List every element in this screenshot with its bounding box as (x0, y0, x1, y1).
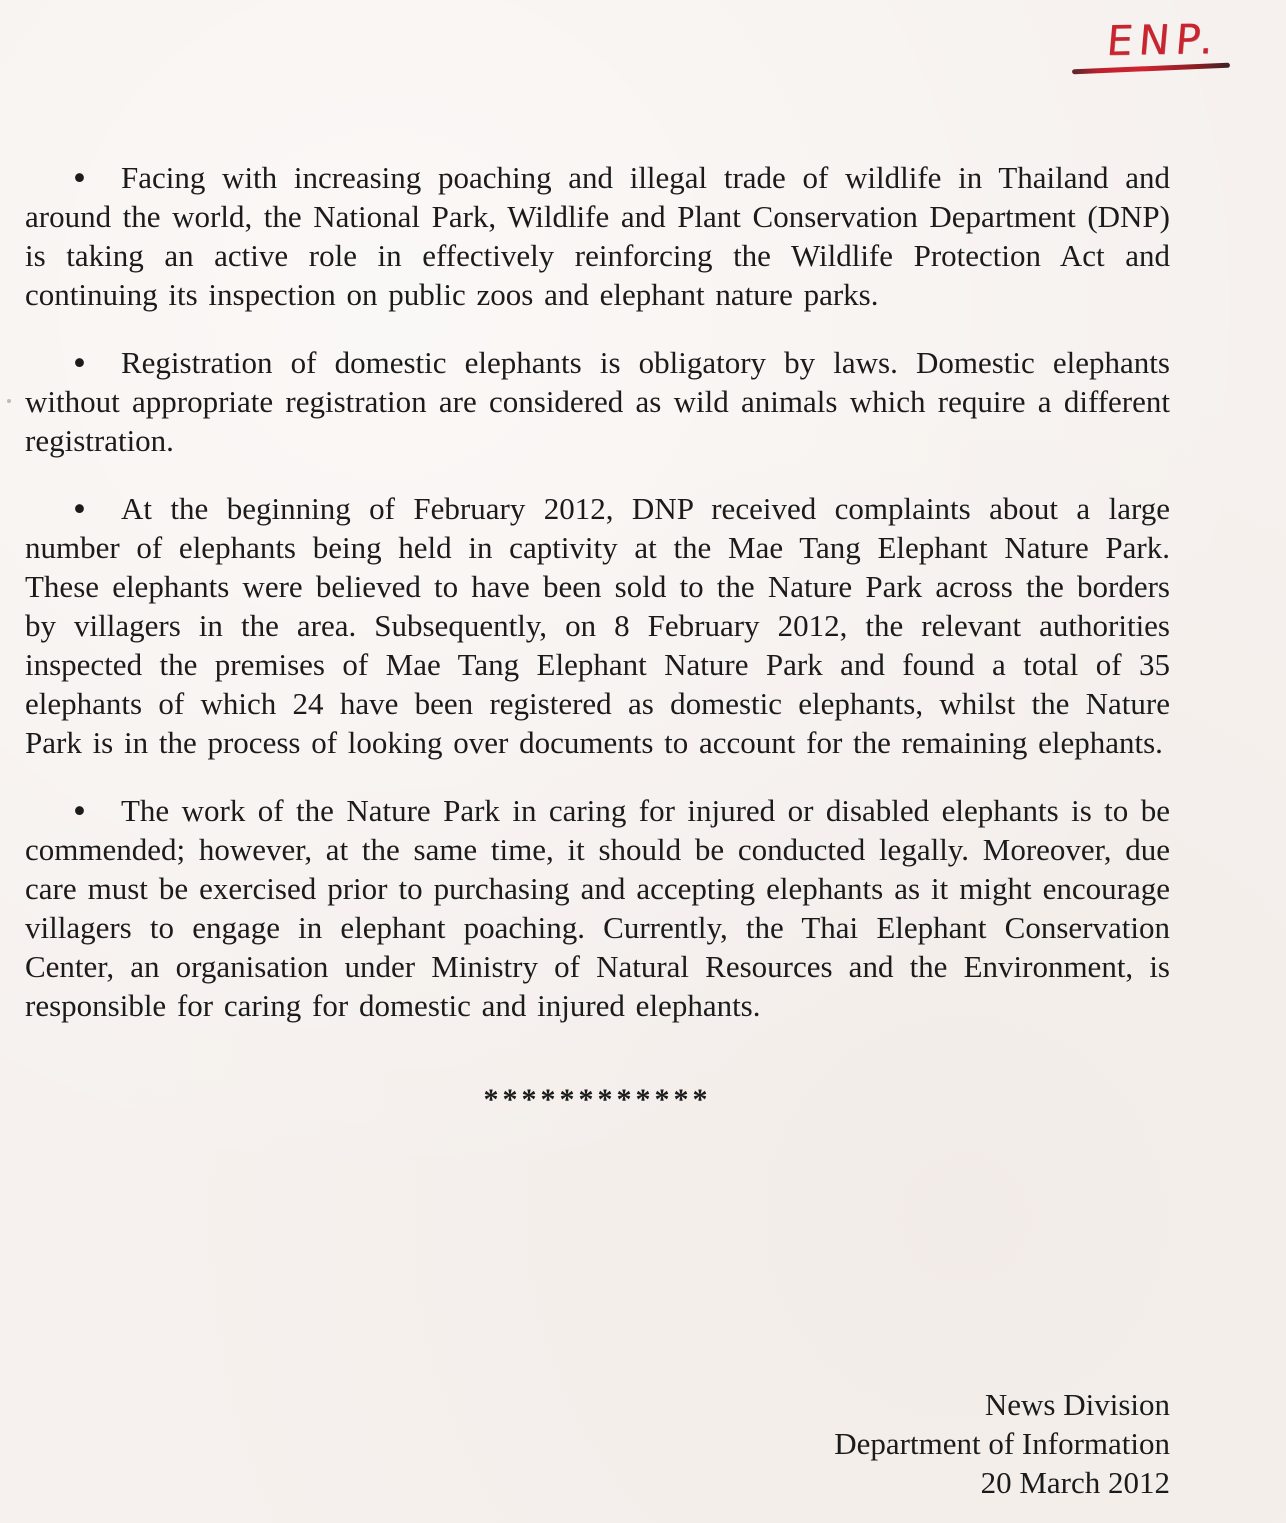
footer-line-date: 20 March 2012 (980, 1465, 1170, 1500)
paragraph-1-text: Facing with increasing poaching and illegal trade of wildlife in Thailand and around the world, the National Park, Wildlife and Plant Conservation Department (DNP) is taking an active role in effectively reinforcing the Wildlife Protection Act and continuing its inspection on public zoos and elephant nature parks. (25, 160, 1170, 312)
paragraph-2-text: Registration of domestic elephants is obligatory by laws. Domestic elephants without appropriate registration are considered as wild animals which require a different registration. (25, 345, 1170, 458)
paragraph-3-text: At the beginning of February 2012, DNP received complaints about a large number of elephants being held in captivity at the Mae Tang Elephant Nature Park. These elephants were believed to have been sold to the Nature Park across the borders by villagers in the area. Subsequently, on 8 February 2012, the relevant authorities inspected the premises of Mae Tang Elephant Nature Park and found a total of 35 elephants of which 24 have been registered as domestic elephants, whilst the Nature Park is in the process of looking over documents to account for the remaining elephants. (25, 491, 1170, 760)
document-body (25, 158, 1170, 1117)
footer-line-department: Department of Information (834, 1426, 1170, 1461)
footer-line-division: News Division (984, 1387, 1170, 1422)
annotation-underline (1072, 63, 1230, 75)
bullet-paragraph-4: • The work of the Nature Park in caring for injured or disabled elephants is to be commended; however, at the same time, it should be conducted legally. Moreover, due care must be exercised prior to purchasing and accepting elephants as it might encourage villagers to engage in elephant poaching. Currently, the Thai Elephant Conservation Center, an organisation under Ministry of Natural Resources and the Environment, is responsible for caring for domestic and injured elephants. (25, 791, 1170, 1023)
bullet-paragraph-3: • At the beginning of February 2012, DNP received complaints about a large number of elephants being held in captivity at the Mae Tang Elephant Nature Park. These elephants were believed to have been sold to the Nature Park across the borders by villagers in the area. Subsequently, on 8 February 2012, the relevant authorities inspected the premises of Mae Tang Elephant Nature Park and found a total of 35 elephants of which 24 have been registered as domestic elephants, whilst the Nature Park is in the process of looking over documents to account for the remaining elephants. (25, 489, 1170, 760)
bullet-paragraph-1: • Facing with increasing poaching and illegal trade of wildlife in Thailand and around the world, the National Park, Wildlife and Plant Conservation Department (DNP) is taking an active role in effectively reinforcing the Wildlife Protection Act and continuing its inspection on public zoos and elephant nature parks. (25, 158, 1170, 312)
asterisk-separator: ************ (483, 1083, 712, 1116)
enp-annotation-text: ENP. (1104, 15, 1222, 65)
paragraph-4-text: The work of the Nature Park in caring for injured or disabled elephants is to be commended; however, at the same time, it should be conducted legally. Moreover, due care must be exercised prior to purchasing and accepting elephants as it might encourage villagers to engage in elephant poaching. Currently, the Thai Elephant Conservation Center, an organisation under Ministry of Natural Resources and the Environment, is responsible for caring for domestic and injured elephants. (25, 793, 1170, 1023)
scan-artifact-speck (7, 399, 11, 403)
bullet-paragraph-2: • Registration of domestic elephants is obligatory by laws. Domestic elephants without appropriate registration are considered as wild animals which require a different registration. (25, 343, 1170, 458)
signature-block (834, 1385, 1170, 1502)
handwritten-annotation (1078, 16, 1248, 71)
